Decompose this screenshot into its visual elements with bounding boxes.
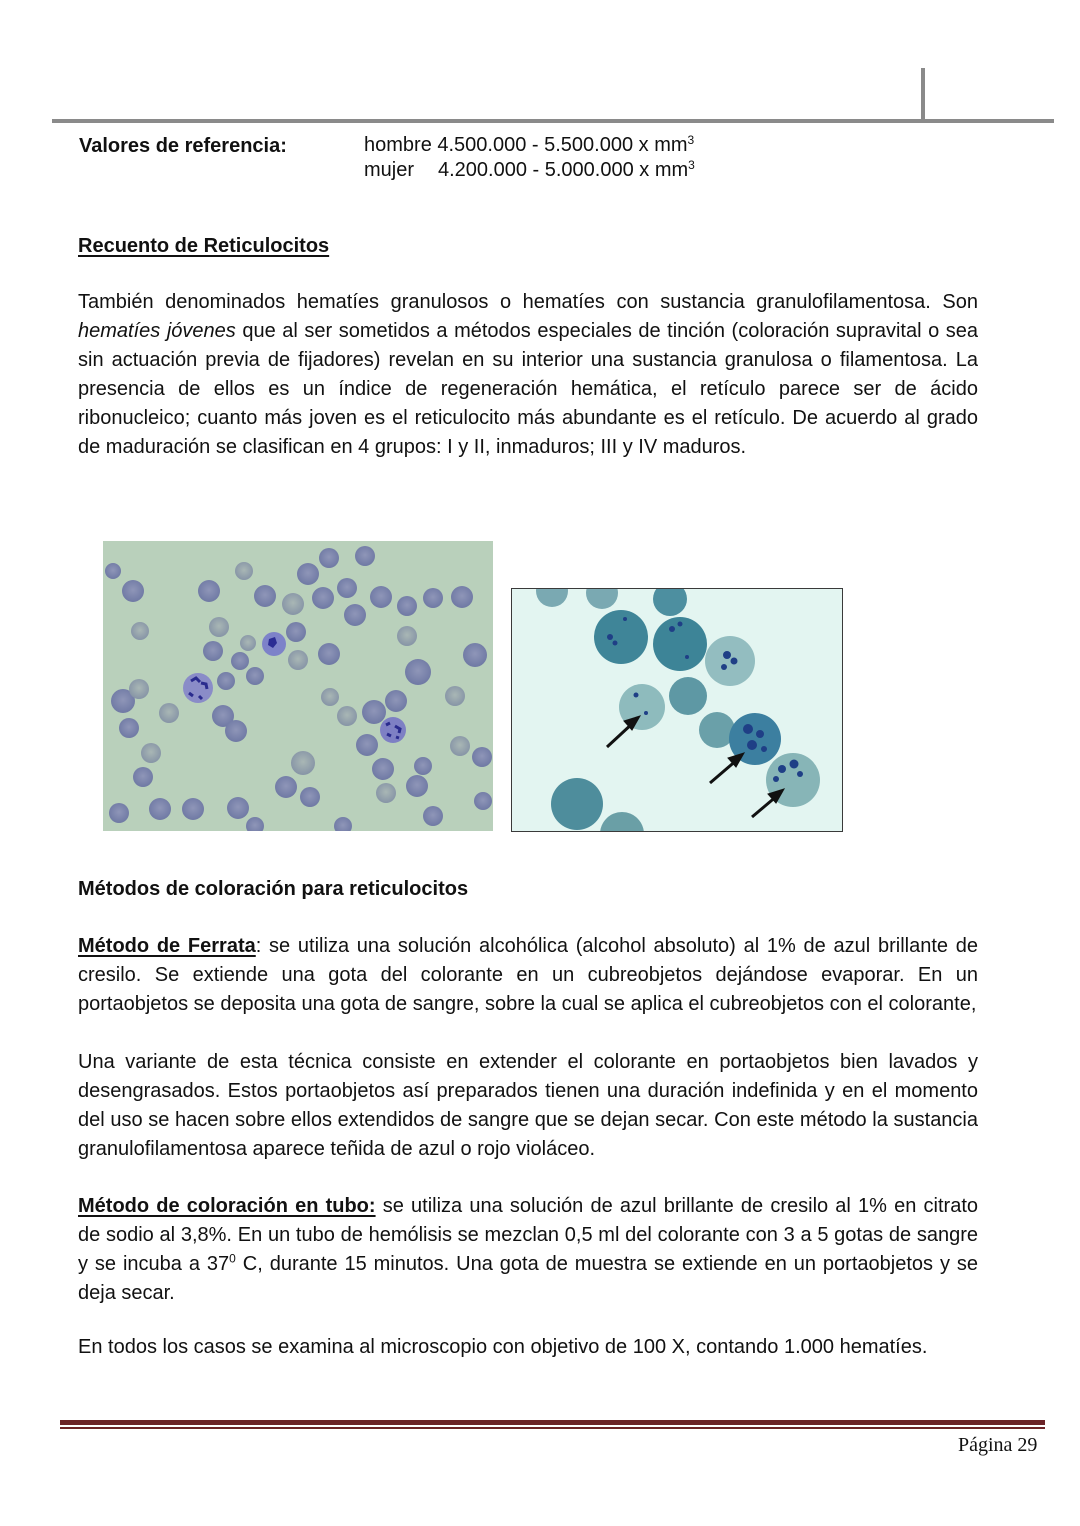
text-run: : se utiliza una solución alcohólica (alcohol absoluto) al 1% de azul brillante de cresilo. Se extiende una gota del colorante en un cubreobjetos dejándose evaporar. En un portaobjetos se deposita una gota de sangre, sobre la cual se aplica el cubreobjetos con el colorante, — [78, 935, 979, 1015]
range-value: 4.200.000 - 5.000.000 x mm — [438, 159, 689, 181]
reference-row-female — [364, 158, 695, 183]
header-rule-tick — [921, 68, 925, 122]
text-run: que al ser sometidos a métodos especiales de tinción (coloración supravital o sea sin actuación previa de fijadores) revelan en su interior una sustancia granulosa o filamentosa. La presencia de ellos es un índice de regeneración hemática, el retículo parece ser de ácido ribonucleico; cuanto más joven es el reticulocito más abundante es el retículo. De acuerdo al grado de maduración se clasifican en 4 grupos: I y II, inmaduros; III y IV maduros. — [78, 320, 978, 458]
unit-exponent: 3 — [688, 158, 695, 172]
paragraph-reticulocitos-intro — [78, 288, 978, 462]
micrograph-green-graphic — [103, 541, 493, 831]
text-run: También denominados hematíes granulosos o hematíes con sustancia granulofilamentosa. Son — [78, 291, 978, 313]
micrograph-reticulocytes-arrows — [511, 588, 843, 832]
footer-rule — [60, 1420, 1045, 1425]
paragraph-tubo — [78, 1192, 978, 1308]
sex-label: mujer — [364, 159, 415, 181]
micrograph-reticulocytes-green — [103, 541, 493, 831]
range-value: 4.500.000 - 5.500.000 x mm — [437, 134, 688, 156]
italic-term: hematíes jóvenes — [78, 320, 236, 342]
reference-row-male — [364, 133, 695, 158]
red-cells — [105, 546, 492, 831]
paragraph-ferrata — [78, 932, 978, 1019]
header-rule — [52, 119, 1054, 123]
text-run: se utiliza una solución de azul brillante de cresilo al 1% en citrato de sodio al 3,8%. En un tubo de hemólisis se mezclan 0,5 ml del colorante con 3 a 5 gotas de sangre y se incuba a 37 — [78, 1195, 979, 1275]
paragraph-ferrata-variant: Una variante de esta técnica consiste en extender el colorante en portaobjetos bien lavados y desengrasados. Estos portaobjetos así preparados tienen una duración indefinida y en el momento del uso se hacen sobre ellos extendidos de sangre que se dejan secar. Con este método la sustancia granulofilamentosa aparece teñida de azul o rojo violáceo. — [78, 1051, 978, 1160]
footer-rule-thin — [60, 1427, 1045, 1429]
text-run: C, durante 15 minutos. Una gota de muestra se extiende en un portaobjetos y se deja secar. — [78, 1253, 978, 1304]
micrograph-cyan-graphic — [512, 589, 842, 831]
page-number: Página 29 — [958, 1434, 1038, 1456]
reference-values — [364, 133, 695, 183]
section-title-reticulocitos: Recuento de Reticulocitos — [78, 235, 330, 257]
method-label-tubo: Método de coloración en tubo: — [78, 1195, 376, 1217]
degree-superscript: 0 — [229, 1251, 236, 1266]
paragraph-conclusion: En todos los casos se examina al microscopio con objetivo de 100 X, contando 1.000 hematíes. — [78, 1336, 928, 1358]
sex-label: hombre — [364, 134, 432, 156]
reference-values-label: Valores de referencia: — [79, 135, 287, 157]
section-title-methods: Métodos de coloración para reticulocitos — [78, 878, 469, 900]
method-label-ferrata: Método de Ferrata — [78, 935, 256, 957]
unit-exponent: 3 — [687, 133, 695, 147]
